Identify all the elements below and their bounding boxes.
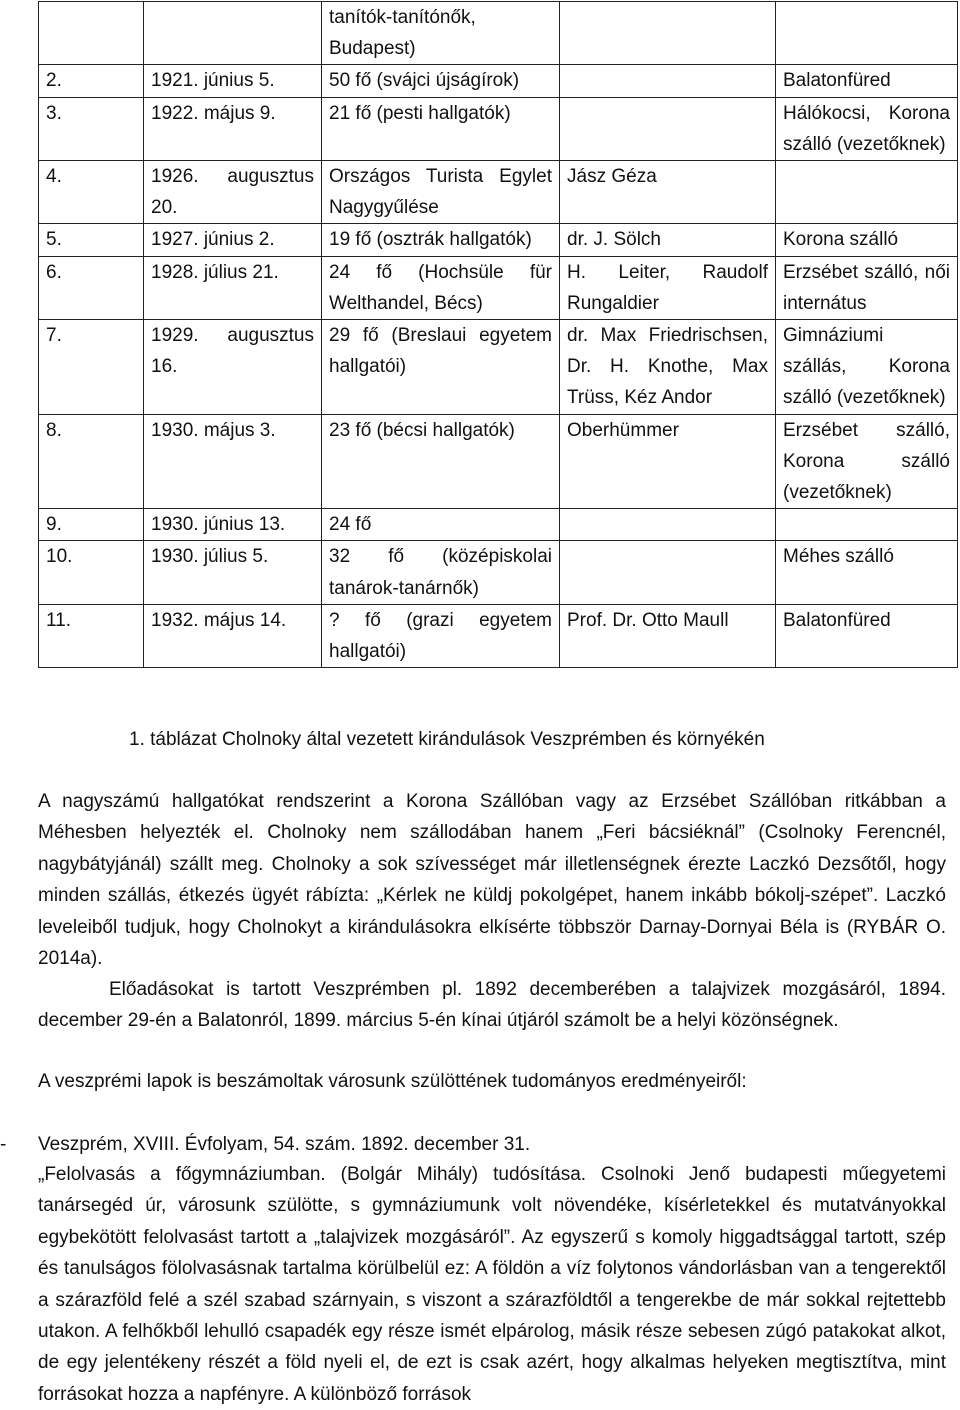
- table-row: [39, 256, 958, 319]
- cell-leader: dr. Max Friedrischsen, Dr. H. Knothe, Max Trüss, Kéz Andor: [560, 320, 776, 415]
- cell-leader: [560, 2, 776, 65]
- excursions-table: [38, 1, 958, 668]
- cell-row-number: 8.: [39, 414, 144, 509]
- cell-group: Országos Turista Egylet Nagygyűlése: [322, 161, 560, 224]
- cell-row-number: 9.: [39, 509, 144, 541]
- cell-leader: [560, 509, 776, 541]
- cell-leader: Prof. Dr. Otto Maull: [560, 604, 776, 667]
- list-item-heading: Veszprém, XVIII. Évfolyam, 54. szám. 1892. december 31.: [38, 1134, 531, 1155]
- table-row: [39, 509, 958, 541]
- cell-row-number: 10.: [39, 541, 144, 604]
- table-row: [39, 97, 958, 160]
- cell-accommodation: Balatonfüred: [776, 65, 958, 97]
- cell-date: 1930. június 13.: [144, 509, 322, 541]
- cell-date: 1929. augusztus 16.: [144, 320, 322, 415]
- table-row: [39, 541, 958, 604]
- cell-group: 19 fő (osztrák hallgatók): [322, 224, 560, 256]
- table-row: [39, 161, 958, 224]
- cell-row-number: 3.: [39, 97, 144, 160]
- cell-accommodation: Balatonfüred: [776, 604, 958, 667]
- cell-accommodation: Méhes szálló: [776, 541, 958, 604]
- cell-accommodation: Gimnáziumi szállás, Korona szálló (vezetőknek): [776, 320, 958, 415]
- cell-row-number: [39, 2, 144, 65]
- cell-group: 50 fő (svájci újságírok): [322, 65, 560, 97]
- cell-group: 23 fő (bécsi hallgatók): [322, 414, 560, 509]
- cell-group: ? fő (grazi egyetem hallgatói): [322, 604, 560, 667]
- cell-accommodation: [776, 509, 958, 541]
- list-item-quote: „Felolvasás a főgymnáziumban. (Bolgár Mihály) tudósítása. Csolnoki Jenő budapesti műegyetemi tanársegéd úr, városunk szülötte, s gymnáziumunk volt növendéke, kísérletekkel és mutatványokkal egybekötött felolvasást tartott a „talajvizek mozgásáról”. Az egyszerű s komoly higgadtsággal tartott, szép és tanulságos fölolvasásnak tartalma körülbelül ez: A földön a víz folytonos vándorlásban van a tengerektől a szárazföld felé a szél szabad szárnyain, s viszont a szárazföldtől a tengerekbe de már sokkal rejtettebb utakon. A felhőkből lehulló csapadék egy része ismét elpárolog, másik része sebesen zúgó patakokat alkot, de egy jelentékeny részét a föld nyeli el, de ezt is csak azért, hogy alkalmas helyeken megtisztítva, mint forrásokat hozza a napfényre. A különböző források: [38, 1164, 946, 1405]
- table-row: [39, 604, 958, 667]
- table-row: [39, 320, 958, 415]
- table-row: [39, 224, 958, 256]
- cell-date: 1926. augusztus 20.: [144, 161, 322, 224]
- cell-date: 1928. július 21.: [144, 256, 322, 319]
- cell-group: 24 fő: [322, 509, 560, 541]
- cell-row-number: 4.: [39, 161, 144, 224]
- table-row: [39, 2, 958, 65]
- cell-date: 1930. július 5.: [144, 541, 322, 604]
- cell-date: 1922. május 9.: [144, 97, 322, 160]
- cell-group: 24 fő (Hochsüle für Welthandel, Bécs): [322, 256, 560, 319]
- excursions-table-body: [39, 2, 958, 668]
- cell-leader: Oberhümmer: [560, 414, 776, 509]
- cell-date: [144, 2, 322, 65]
- cell-row-number: 2.: [39, 65, 144, 97]
- cell-group: 32 fő (középiskolai tanárok-tanárnők): [322, 541, 560, 604]
- paragraph-press-intro: A veszprémi lapok is beszámoltak városunk szülöttének tudományos eredményeiről:: [38, 1071, 747, 1092]
- paragraph-lectures: Előadásokat is tartott Veszprémben pl. 1892 decemberében a talajvizek mozgásáról, 1894. december 29-én a Balatonról, 1899. március 5-én kínai útjáról számolt be a helyi közönségnek.: [38, 979, 946, 1032]
- table-row: [39, 414, 958, 509]
- cell-accommodation: Korona szálló: [776, 224, 958, 256]
- cell-leader: dr. J. Sölch: [560, 224, 776, 256]
- cell-leader: [560, 541, 776, 604]
- cell-row-number: 7.: [39, 320, 144, 415]
- cell-accommodation: [776, 2, 958, 65]
- cell-row-number: 6.: [39, 256, 144, 319]
- cell-accommodation: Erzsébet szálló, női internátus: [776, 256, 958, 319]
- cell-group: 29 fő (Breslaui egyetem hallgatói): [322, 320, 560, 415]
- cell-accommodation: [776, 161, 958, 224]
- cell-date: 1930. május 3.: [144, 414, 322, 509]
- cell-group: 21 fő (pesti hallgatók): [322, 97, 560, 160]
- cell-accommodation: Erzsébet szálló, Korona szálló (vezetőknek): [776, 414, 958, 509]
- cell-group: tanítók-tanítónők, Budapest): [322, 2, 560, 65]
- table-row: [39, 65, 958, 97]
- cell-accommodation: Hálókocsi, Korona szálló (vezetőknek): [776, 97, 958, 160]
- cell-date: 1927. június 2.: [144, 224, 322, 256]
- cell-row-number: 5.: [39, 224, 144, 256]
- cell-leader: H. Leiter, Raudolf Rungaldier: [560, 256, 776, 319]
- cell-date: 1921. június 5.: [144, 65, 322, 97]
- cell-leader: [560, 65, 776, 97]
- table-caption: 1. táblázat Cholnoky által vezetett kirándulások Veszprémben és környékén: [129, 729, 765, 750]
- cell-leader: [560, 97, 776, 160]
- paragraph-accommodation: A nagyszámú hallgatókat rendszerint a Korona Szállóban vagy az Erzsébet Szállóban ritkábban a Méhesben helyezték el. Cholnoky nem szállodában hanem „Feri bácsiéknál” (Csolnoky Ferencnél, nagybátyjánál) szállt meg. Cholnoky a sok szívességet már illetlenségnek érezte Laczkó Dezsőtől, hogy minden szállás, étkezés ügyét rábízta: „Kérlek ne küldj pokolgépet, hanem inkább bókolj-szépet”. Laczkó leveleiből tudjuk, hogy Cholnokyt a kirándulásokra elkísérte többször Darnay-Dornyai Béla is (RYBÁR O. 2014a).: [38, 791, 946, 970]
- list-item-marker: -: [0, 1134, 7, 1155]
- cell-leader: Jász Géza: [560, 161, 776, 224]
- cell-date: 1932. május 14.: [144, 604, 322, 667]
- cell-row-number: 11.: [39, 604, 144, 667]
